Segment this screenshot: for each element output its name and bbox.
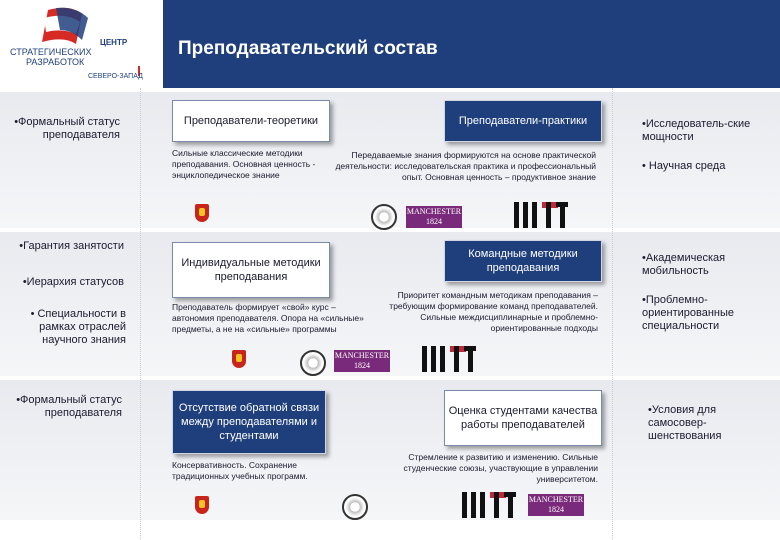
university-seal-icon	[342, 494, 368, 520]
logo-line1-text: СТРАТЕГИЧЕСКИХ	[10, 47, 92, 57]
desc-individual-methods: Преподаватель формирует «свой» курс – автономия преподавателя. Опора на «сильные» предметы, а не на «сильные» программы	[172, 302, 364, 334]
manchester-logo: MANCHESTER 1824	[334, 351, 390, 370]
mit-logo	[462, 492, 522, 518]
logo-top-text: ЦЕНТР	[100, 38, 128, 47]
chip-no-feedback: Отсутствие обратной связи между преподавателями и студентами	[172, 390, 326, 454]
university-seal-icon	[371, 204, 397, 230]
crest-icon	[195, 204, 209, 222]
row3-right-point: •Условия для самосовер-шенствования	[648, 404, 722, 442]
chip-individual-methods: Индивидуальные методики преподавания	[172, 242, 330, 298]
column-divider	[612, 88, 613, 540]
desc-student-evaluation: Стремление к развитию и изменению. Сильные студенческие союзы, участвующие в управлении университетом.	[403, 452, 598, 484]
column-divider	[140, 88, 141, 540]
row3-left-point: •Формальный статус преподавателя	[16, 394, 122, 419]
manchester-logo: MANCHESTER 1824	[528, 495, 584, 514]
logo-bottom-text: СЕВЕРО-ЗАПАД	[88, 73, 143, 80]
chip-practitioners: Преподаватели-практики	[444, 100, 602, 142]
desc-no-feedback: Консервативность. Сохранение традиционных учебных программ.	[172, 460, 308, 481]
page-title: Преподавательский состав	[178, 38, 438, 59]
mit-logo	[422, 346, 482, 372]
desc-practitioners: Передаваемые знания формируются на основе практической деятельности: исследовательская практика и профессиональный опыт. Основная ценность – продуктивное знание	[335, 150, 596, 182]
desc-team-methods: Приоритет командным методикам преподавания – требующим формирование команд преподавателей. Сильные междисциплинарные и проблемно-ориентированные подходы	[389, 290, 598, 333]
row2-left-point-2: •Иерархия статусов	[22, 276, 124, 288]
mit-logo	[514, 202, 574, 228]
row1-right-point-1: •Исследователь-ские мощности	[642, 118, 751, 143]
logo-line2-text: РАЗРАБОТОК	[26, 57, 85, 67]
crest-icon	[195, 496, 209, 514]
desc-theorists: Сильные классические методики преподавания. Основная ценность - энциклопедическое знание	[172, 148, 316, 180]
center-logo	[0, 0, 163, 88]
row2-left-point-1: •Гарантия занятости	[19, 240, 124, 252]
row1-right-point-2: • Научная среда	[642, 160, 726, 172]
row2-left-point-3: • Специальности в рамках отраслей научного знания	[30, 308, 126, 346]
row1-left-point: •Формальный статус преподавателя	[14, 116, 120, 141]
crest-icon	[232, 350, 246, 368]
header-bar	[0, 0, 780, 88]
chip-student-evaluation: Оценка студентами качества работы преподавателей	[444, 390, 602, 446]
chip-team-methods: Командные методики преподавания	[444, 240, 602, 282]
row2-right-point-2: •Проблемно-ориентированные специальности	[642, 294, 735, 332]
university-seal-icon	[300, 350, 326, 376]
row2-right-point-1: •Академическая мобильность	[642, 252, 726, 277]
manchester-logo: MANCHESTER 1824	[406, 207, 462, 226]
chip-theorists: Преподаватели-теоретики	[172, 100, 330, 142]
